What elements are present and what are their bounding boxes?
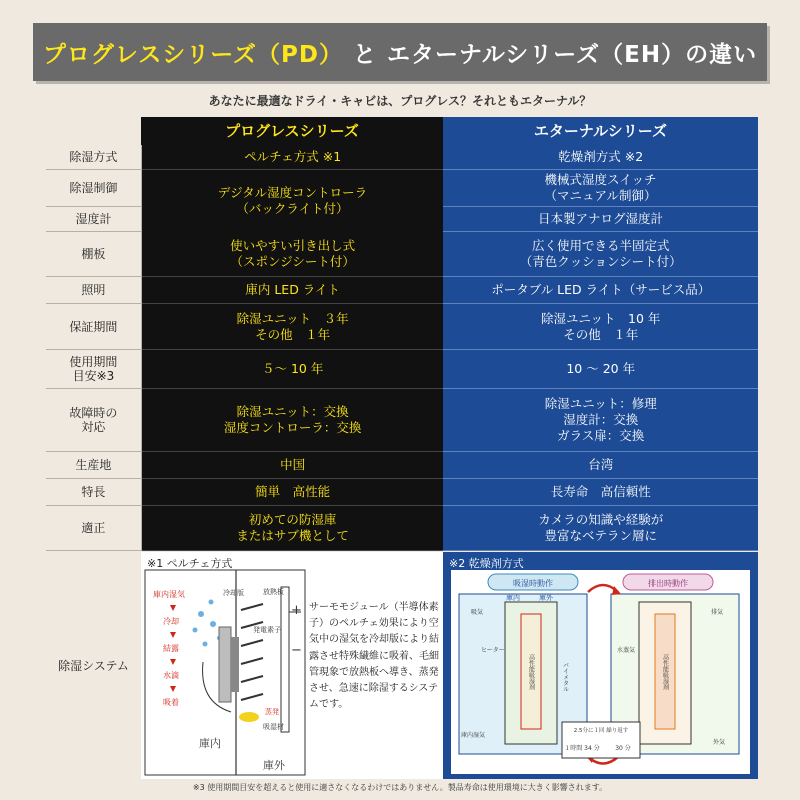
cell-pd: ５～ 10 年 bbox=[142, 350, 444, 389]
cell-pd: 簡単 高性能 bbox=[142, 479, 444, 506]
header-empty-cell bbox=[46, 117, 141, 145]
cell-eh: 広く使用できる半固定式 （青色クッションシート付） bbox=[443, 232, 758, 277]
table-row bbox=[46, 350, 758, 389]
row-label: 除湿制御 bbox=[46, 170, 141, 207]
page-subtitle: あなたに最適なドライ・キャビは、プログレス？それともエターナル？ bbox=[208, 94, 592, 108]
moisture-dot bbox=[203, 642, 208, 647]
heat-plate bbox=[281, 587, 289, 732]
row-label: 特長 bbox=[46, 479, 142, 505]
peltier-description: サーモモジュール（半導体素子）のペルチェ効果により空気中の湿気を冷却版により結露させ特殊繊維に吸着、毛細管現象で放熱板へ導き、蒸発させ、急速に除湿するシステムです。 bbox=[309, 602, 439, 711]
cell-eh: 10 ～ 20 年 bbox=[443, 350, 758, 389]
footnote: ※3 使用期間目安を超えると使用に適さなくなるわけではありません。製品寿命は使用環境に大きく影響されます。 bbox=[192, 783, 608, 792]
cold-plate-label: 冷却版 bbox=[223, 589, 244, 597]
inside-humid-label: 庫内湿気 bbox=[461, 732, 486, 739]
outside-label: 庫外 bbox=[263, 759, 285, 772]
comparison-table bbox=[46, 117, 758, 551]
banner-connector: と bbox=[353, 41, 377, 68]
cell-pd: 除湿ユニット：交換 湿度コントローラ：交換 bbox=[142, 389, 444, 452]
element-label: 発電素子 bbox=[253, 626, 281, 634]
heat-plate-label: 放熱板 bbox=[263, 588, 284, 596]
peltier-panel bbox=[141, 552, 443, 779]
banner-suffix: の違い bbox=[685, 41, 758, 68]
page-banner bbox=[33, 23, 767, 81]
desiccant-label: 高性能吸湿剤 bbox=[527, 654, 535, 690]
exhaust-mode-label: 排出時動作 bbox=[648, 579, 688, 588]
system-row-label: 除湿システム bbox=[46, 552, 142, 779]
row-label: 故障時の 対応 bbox=[46, 389, 142, 451]
cell-eh: 除湿ユニット 10 年 その他 １年 bbox=[443, 304, 758, 350]
vapor-label: 水蒸気 bbox=[617, 647, 636, 654]
cell-eh: 機械式湿度スイッチ （マニュアル制御） bbox=[443, 170, 758, 207]
eh-stack bbox=[443, 170, 758, 232]
cell-pd: ペルチェ方式 ※1 bbox=[142, 145, 444, 170]
desiccant-panel-title: ※2 乾燥剤方式 bbox=[449, 557, 524, 570]
moisture-dot bbox=[210, 621, 216, 627]
table-row bbox=[46, 506, 758, 551]
cycle-time-1: １時間 34 分 bbox=[564, 745, 600, 752]
table-row bbox=[46, 389, 758, 452]
row-label: 適正 bbox=[46, 506, 142, 550]
flow-step: 吸着 bbox=[163, 698, 179, 707]
label-stack bbox=[46, 170, 142, 232]
outside-air-label: 外気 bbox=[713, 739, 726, 746]
bimetal-label: バイメタル bbox=[561, 662, 569, 692]
cycle-time-2: 30 分 bbox=[615, 745, 631, 752]
absorb-label: 吸気 bbox=[471, 609, 484, 616]
table-row bbox=[46, 145, 758, 170]
flow-step: 水滴 bbox=[163, 671, 179, 680]
cell-pd: 庫内 LED ライト bbox=[142, 277, 444, 304]
table-row bbox=[46, 304, 758, 350]
absorb-mode-label: 吸湿時動作 bbox=[513, 579, 553, 588]
peltier-panel-title: ※1 ペルチェ方式 bbox=[147, 557, 233, 570]
absorber-label: 吸湿材 bbox=[263, 723, 284, 731]
inside-label: 庫内 bbox=[199, 737, 221, 750]
cell-eh: ポータブル LED ライト（サービス品） bbox=[443, 277, 758, 304]
desiccant-label: 高性能吸湿剤 bbox=[661, 654, 669, 690]
cell-eh: 長寿命 高信頼性 bbox=[443, 479, 758, 506]
row-label: 棚板 bbox=[46, 232, 142, 276]
flow-step: 庫内湿気 bbox=[153, 590, 185, 599]
header-eh: エターナルシリーズ bbox=[443, 117, 758, 146]
banner-pd-title: プログレスシリーズ（PD） bbox=[42, 41, 343, 68]
outside-label: 庫外 bbox=[539, 594, 553, 602]
row-label: 除湿方式 bbox=[46, 145, 142, 169]
cycle-note: 2.5分に１回 繰り返す bbox=[573, 728, 629, 734]
moisture-dot bbox=[193, 628, 198, 633]
cell-eh: 台湾 bbox=[443, 452, 758, 479]
row-label: 湿度計 bbox=[46, 207, 141, 232]
desiccant-panel bbox=[443, 552, 758, 779]
peltier-element bbox=[231, 637, 239, 692]
banner-eh-title: エターナルシリーズ（EH） bbox=[387, 41, 686, 68]
desiccant-diagram bbox=[443, 552, 758, 779]
table-row bbox=[46, 170, 758, 232]
minus-sign: − bbox=[291, 643, 302, 658]
cell-pd: 初めての防湿庫 またはサブ機として bbox=[142, 506, 444, 551]
cold-plate bbox=[219, 627, 231, 702]
cell-pd: デジタル湿度コントローラ （バックライト付） bbox=[142, 170, 443, 233]
cell-eh: 除湿ユニット：修理 湿度計：交換 ガラス扉：交換 bbox=[443, 389, 758, 452]
flow-step: 結露 bbox=[163, 644, 179, 653]
cell-eh: カメラの知識や経験が 豊富なベテラン層に bbox=[443, 506, 758, 551]
table-row bbox=[46, 452, 758, 479]
row-label: 照明 bbox=[46, 277, 142, 303]
cell-eh: 日本製アナログ湿度計 bbox=[443, 207, 758, 232]
flow-step: 冷却 bbox=[163, 617, 179, 626]
exhaust-label: 排気 bbox=[711, 609, 724, 616]
cell-pd: 中国 bbox=[142, 452, 444, 479]
evaporate-label: 蒸発 bbox=[265, 708, 279, 716]
cell-pd: 使いやすい引き出し式 （スポンジシート付） bbox=[142, 232, 444, 277]
header-pd: プログレスシリーズ bbox=[141, 117, 443, 146]
row-label: 使用期間 目安※3 bbox=[46, 350, 142, 388]
table-row bbox=[46, 232, 758, 277]
table-row bbox=[46, 277, 758, 304]
absorber-material bbox=[239, 712, 259, 722]
moisture-dot bbox=[198, 611, 204, 617]
cell-eh: 乾燥剤方式 ※2 bbox=[443, 145, 758, 170]
table-row bbox=[46, 479, 758, 506]
cell-pd: 除湿ユニット ３年 その他 １年 bbox=[142, 304, 444, 350]
plus-sign: + bbox=[291, 603, 302, 618]
moisture-dot bbox=[209, 600, 214, 605]
inside-label: 庫内 bbox=[506, 594, 520, 602]
table-header-row bbox=[46, 117, 758, 145]
row-label: 生産地 bbox=[46, 452, 142, 478]
row-label: 保証期間 bbox=[46, 304, 142, 349]
heater-label: ヒーター bbox=[481, 647, 505, 654]
